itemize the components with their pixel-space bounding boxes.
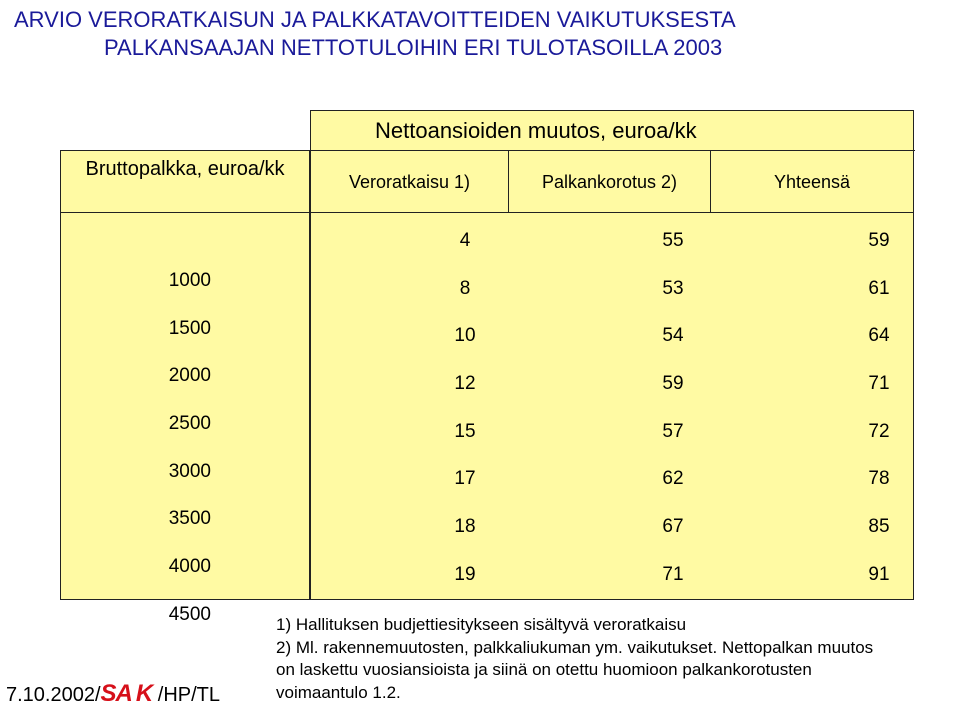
total-value: 78: [868, 468, 890, 490]
sub-header-row: [311, 151, 913, 213]
signature-suffix: /HP/TL: [152, 684, 221, 706]
signature-date: 7.10.2002/: [6, 684, 101, 706]
raise-value: 57: [662, 420, 684, 442]
gross-salary-values: [61, 257, 309, 639]
footnote-2: 2) Ml. rakennemuutosten, palkkaliukuman ym. vaikutukset. Nettopalkan muutos: [276, 637, 874, 657]
table-row: [311, 503, 913, 551]
tax-value: 18: [454, 516, 476, 538]
table-row: [311, 408, 913, 456]
gross-salary-header: Bruttopalkka, euroa/kk: [61, 151, 309, 213]
gross-value: 4000: [168, 556, 211, 578]
table-row: [311, 312, 913, 360]
gross-value: 1500: [168, 317, 211, 339]
title-line-1: ARVIO VERORATKAISUN JA PALKKATAVOITTEIDEN VAIKUTUKSESTA: [14, 7, 736, 32]
table-row: [311, 217, 913, 265]
raise-value: 55: [662, 230, 684, 251]
tax-value: 17: [454, 468, 476, 490]
total-value: 91: [868, 563, 890, 585]
gross-salary-column: [60, 150, 310, 625]
tax-value: 4: [459, 230, 471, 251]
tax-solution-header: Veroratkaisu 1): [311, 151, 509, 213]
total-value: 61: [868, 277, 890, 299]
table-row: [311, 265, 913, 313]
page-title: [14, 6, 954, 62]
gross-value: 2000: [168, 365, 211, 387]
table-row: [61, 400, 309, 448]
sak-logo: [101, 680, 153, 707]
table-row: [311, 551, 913, 599]
footnote-2-cont: on laskettu vuosiansioista ja siinä on otettu huomioon palkankorotusten: [276, 660, 812, 679]
footnotes: [276, 614, 960, 704]
net-income-change-column: [310, 110, 914, 600]
total-value: 72: [868, 420, 890, 442]
footnote-1: 1) Hallituksen budjettiesitykseen sisältyvä veroratkaisu: [276, 615, 687, 634]
tax-value: 19: [454, 563, 476, 585]
author-signature: [6, 682, 220, 707]
tax-value: 10: [454, 325, 476, 347]
tax-value: 8: [459, 277, 471, 299]
gross-value: 2500: [168, 413, 211, 435]
footnote-2-end: voimaantulo 1.2.: [276, 682, 401, 702]
salary-raise-header: Palkankorotus 2): [509, 151, 711, 213]
table-row: [311, 455, 913, 503]
logo-k: K: [135, 680, 153, 707]
total-value: 85: [868, 516, 890, 538]
table-row: [61, 495, 309, 543]
raise-value: 54: [662, 325, 684, 347]
net-income-change-header: Nettoansioiden muutos, euroa/kk: [311, 111, 915, 151]
net-change-values: [311, 217, 913, 599]
raise-value: 59: [662, 373, 684, 395]
table-row: [61, 257, 309, 305]
table-row: [61, 305, 309, 353]
table-row: [61, 543, 309, 591]
logo-sa: SA: [100, 680, 132, 707]
table-row: [311, 360, 913, 408]
raise-value: 53: [662, 277, 684, 299]
table-row: [61, 448, 309, 496]
total-value: 71: [868, 373, 890, 395]
tax-value: 15: [454, 420, 476, 442]
gross-value: 1000: [168, 270, 211, 291]
table-row: [61, 352, 309, 400]
total-header: Yhteensä: [773, 172, 851, 192]
gross-value: 3500: [168, 508, 211, 530]
tax-value: 12: [454, 373, 476, 395]
raise-value: 67: [662, 516, 684, 538]
gross-value: 4500: [168, 603, 211, 625]
total-value: 59: [868, 230, 890, 251]
raise-value: 62: [662, 468, 684, 490]
gross-value: 3000: [168, 460, 211, 482]
raise-value: 71: [662, 563, 684, 585]
title-line-2: PALKANSAAJAN NETTOTULOIHIN ERI TULOTASOILLA 2003: [104, 35, 723, 60]
table-row: [61, 591, 309, 639]
total-value: 64: [868, 325, 890, 347]
